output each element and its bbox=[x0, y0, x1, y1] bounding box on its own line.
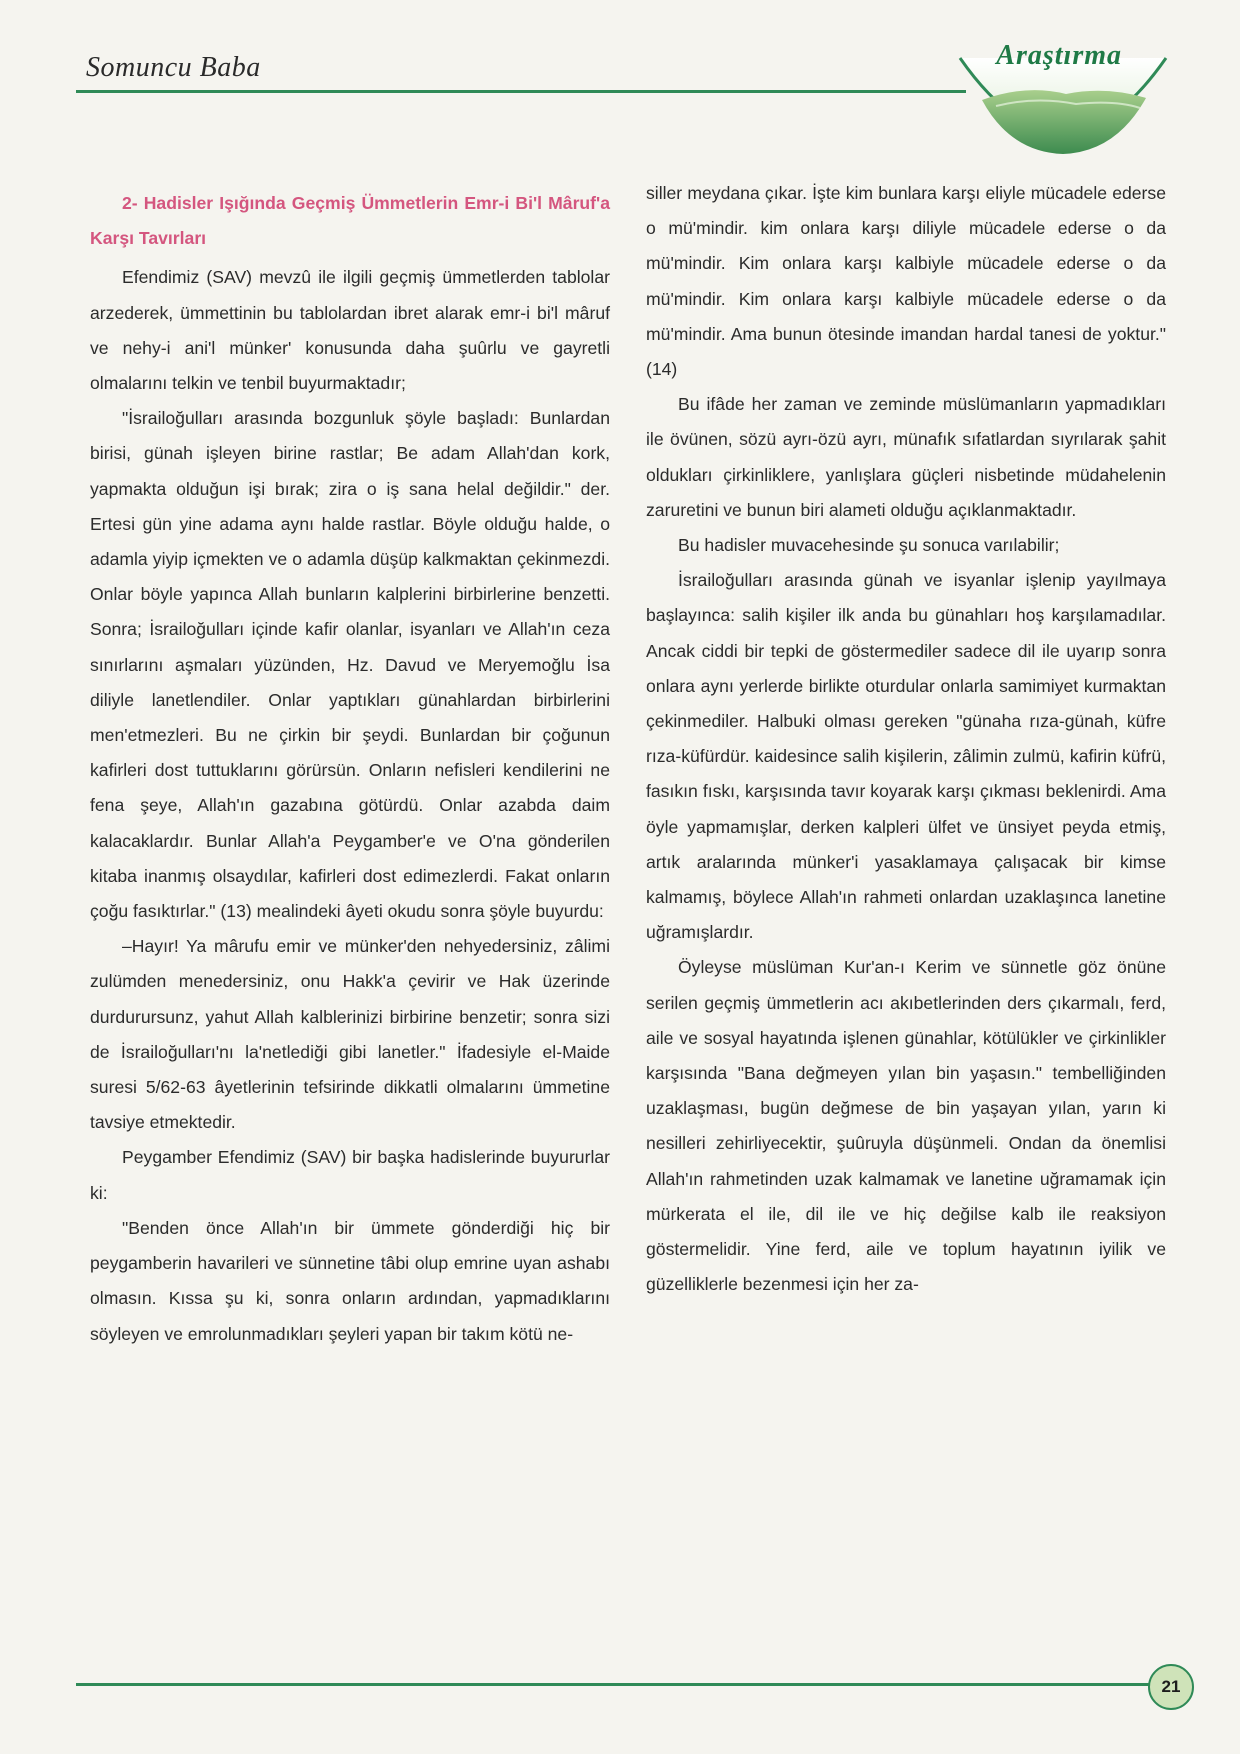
paragraph: –Hayır! Ya mârufu emir ve münker'den nehyedersiniz, zâlimi zulümden menedersiniz, onu Hakk'a çevirir ve Hak üzerinde durdurursunz, yahut Allah kalblerinizi birbirine benzetir; sonra sizi de İsrailoğulları'nı la'netlediği gibi lanetler." İfadesiyle el-Maide suresi 5/62-63 âyetlerinin tefsirinde dikkatli olmalarını ümmetine tavsiye etmektedir. bbox=[90, 936, 610, 1133]
paragraph: Bu hadisler muvacehesinde şu sonuca varılabilir; bbox=[678, 535, 1060, 556]
page-number-badge bbox=[1148, 1664, 1194, 1710]
paragraph: Efendimiz (SAV) mevzû ile ilgili geçmiş ümmetlerden tablolar arzederek, ümmettinin bu tablolardan ibret alarak emr-i bi'l mâruf ve nehy-i ani'l münker' konusunda daha şuûrlu ve gayretli olmalarını telkin ve tenbil buyurmaktadır; bbox=[90, 267, 610, 394]
paragraph: "Benden önce Allah'ın bir ümmete gönderdiği hiç bir peygamberin havarileri ve sünnetine tâbi olup emrine uyan ashabı olmasın. Kıssa şu ki, sonra onların ardından, yapmadıklarını söyleyen ve emrolunmadıkları şeyleri yapan bir takım kötü ne- bbox=[90, 1217, 610, 1344]
landscape-emblem-icon bbox=[956, 56, 1170, 166]
header-rule bbox=[76, 90, 966, 93]
paragraph: Bu ifâde her zaman ve zeminde müslümanların yapmadıkları ile övünen, sözü ayrı-özü ayrı, münafık sıfatlardan sıyrılarak şahit oldukları çirkinliklere, yanlışlara güçleri nisbetinde müdahelenin zaruretini ve bunun biri alameti olduğu açıklanmaktadır. bbox=[646, 394, 1166, 520]
paragraph: Öyleyse müslüman Kur'an-ı Kerim ve sünnetle göz önüne serilen geçmiş ümmetlerin acı akıbetlerinden ders çıkarmalı, ferd, aile ve sosyal hayatında işlenen günahlar, kötülükler ve çirkinlikler karşısında "Bana değmeyen yılan bin yaşasın." tembelliğinden uzaklaşması, bugün değmese de bin yaşayan yılan, yarın ki nesilleri zehirliyecektir, şuûruyla düşünmeli. Ondan da önemlisi Allah'ın rahmetinden uzak kalmamak ve lanetine uğramamak için mürkerata el ile, dil ile ve hiç değilse kalb ile reaksiyon göstermelidir. Yine ferd, aile ve toplum hayatının iyilik ve güzelliklerle bezenmesi için her za- bbox=[646, 957, 1166, 1295]
right-column bbox=[646, 176, 1166, 1303]
paragraph: Peygamber Efendimiz (SAV) bir başka hadislerinde buyururlar ki: bbox=[90, 1147, 610, 1203]
magazine-title: Somuncu Baba bbox=[86, 52, 261, 83]
section-label: Araştırma bbox=[996, 40, 1122, 71]
article-heading: 2- Hadisler Işığında Geçmiş Ümmetlerin Emr-i Bi'l Mâruf'a Karşı Tavırları bbox=[90, 193, 610, 249]
paragraph: siller meydana çıkar. İşte kim bunlara karşı eliyle mücadele ederse o mü'mindir. kim onlara karşı diliyle mücadele ederse o da mü'mindir. Kim onlara karşı kalbiyle mücadele ederse o da mü'mindir. Kim onlara karşı kalbiyle mücadele ederse o da mü'mindir. Ama bunun ötesinde imandan hardal tanesi de yoktur." (14) bbox=[646, 183, 1166, 380]
page-header bbox=[0, 0, 1240, 180]
paragraph: İsrailoğulları arasında günah ve isyanlar işlenip yayılmaya başlayınca: salih kişiler ilk anda bu günahları hoş karşılamadılar. Ancak ciddi bir tepki de göstermediler sadece dil ile uyarıp sonra onlara aynı yerlerde birlikte oturdular onlarla samimiyet kurmaktan çekinmediler. Halbuki olması gereken "günaha rıza-günah, küfre rıza-küfürdür. kaidesince salih kişilerin, zâlimin zulmü, kafirin küfrü, fasıkın fıskı, karşısında tavır koyarak karşı çıkması beklenirdi. Ama öyle yapmamışlar, derken kalpleri ülfet ve ünsiyet peyda etmiş, artık aralarında münker'i yasaklamaya çalışacak bir kimse kalmamış, böylece Allah'ın rahmeti onlardan uzaklaşınca lanetine uğramışlardır. bbox=[646, 570, 1166, 943]
left-column bbox=[90, 178, 610, 1352]
page-number: 21 bbox=[1161, 1677, 1181, 1696]
footer-rule bbox=[76, 1683, 1162, 1686]
paragraph: "İsrailoğulları arasında bozgunluk şöyle başladı: Bunlardan birisi, günah işleyen birine rastlar; Be adam Allah'dan kork, yapmakta olduğun işi bırak; zira o iş sana helal değildir." der. Ertesi gün yine adama aynı halde rastlar. Böyle olduğu halde, o adamla yiyip içmekten ve o adamla düşüp kalkmaktan çekinmezdi. Onlar böyle yapınca Allah bunların kalplerini birbirlerine benzetti. Sonra; İsrailoğulları içinde kafir olanlar, isyanları ve Allah'ın ceza sınırlarını aşmaları yüzünden, Hz. Davud ve Meryemoğlu İsa diliyle lanetlendiler. Onlar yaptıkları günahlardan birbirlerini men'etmezleri. Bu ne çirkin bir şeydi. Bunlardan bir çoğunun kafirleri dost tuttuklarını görürsün. Onların nefisleri kendilerini ne fena şeye, Allah'ın gazabına götürdü. Onlar azabda daim kalacaklardır. Bunlar Allah'a Peygamber'e ve O'na gönderilen kitaba inanmış olsaydılar, kafirleri dost edimezlerdi. Fakat onların çoğu fasıktırlar." (13) mealindeki âyeti okudu sonra şöyle buyurdu: bbox=[90, 408, 610, 922]
